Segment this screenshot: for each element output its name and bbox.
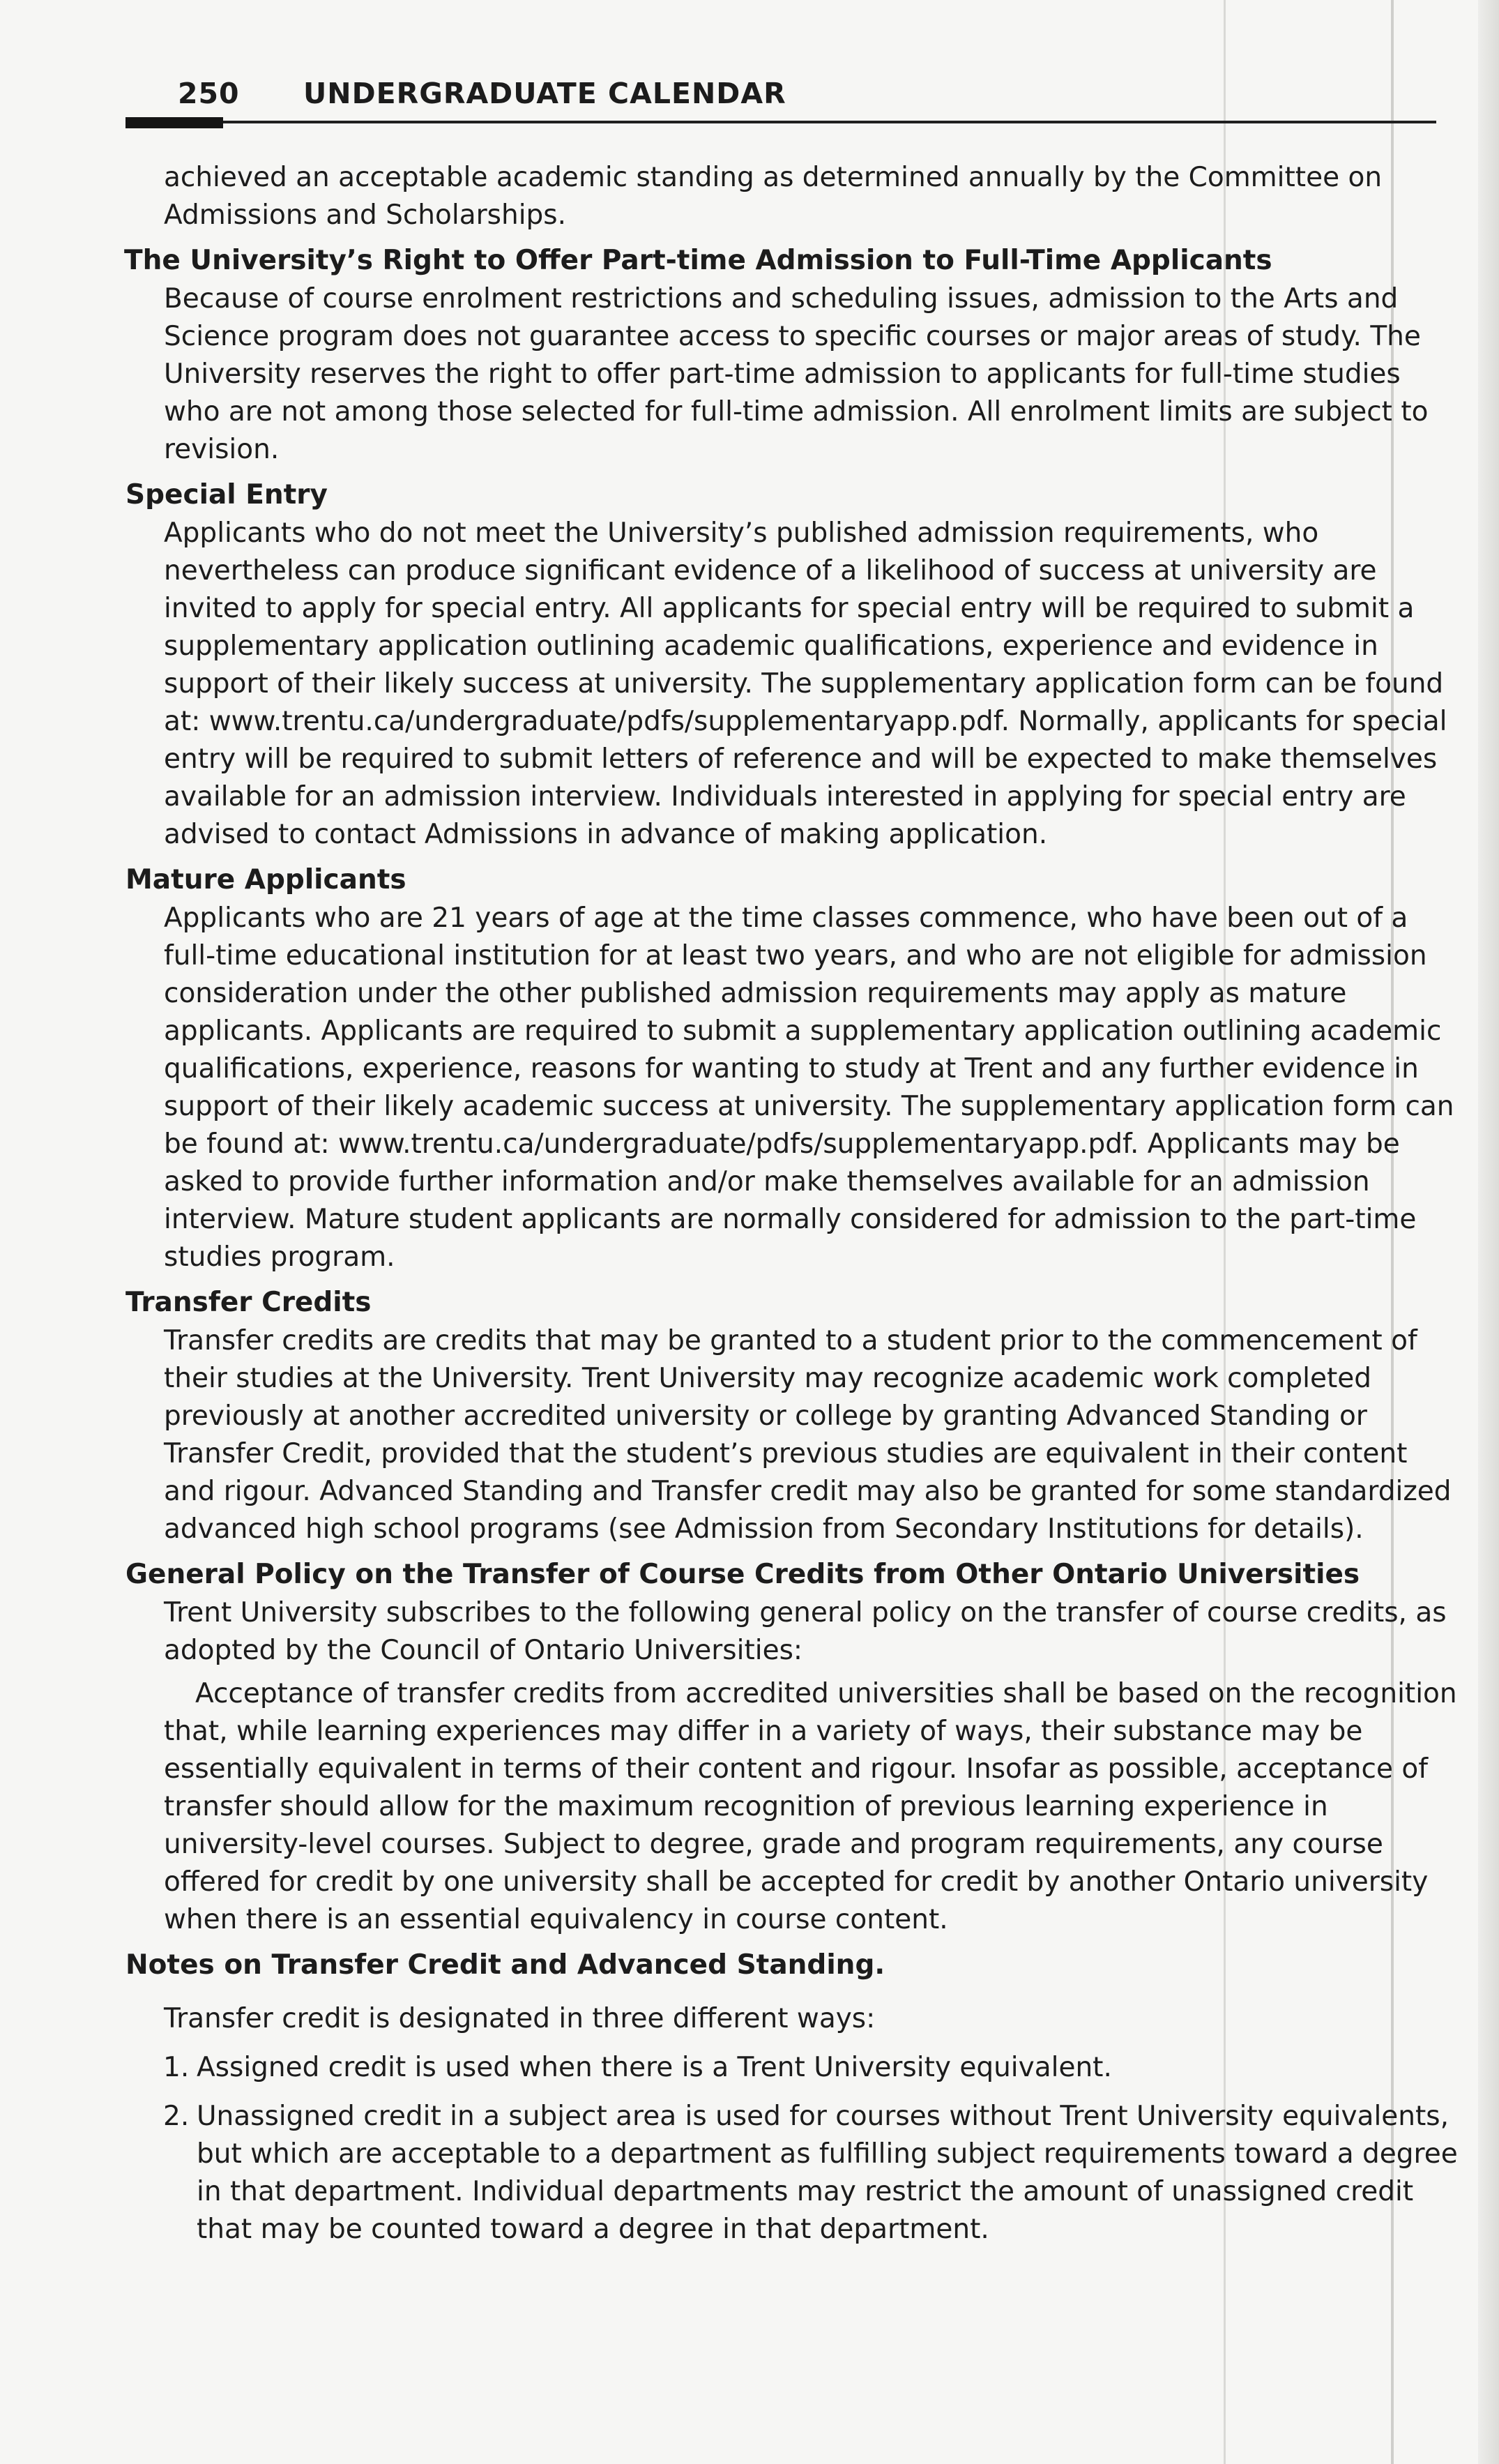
page-content — [125, 159, 1464, 2255]
section-special-entry — [125, 476, 1464, 854]
section-heading: Mature Applicants — [125, 864, 406, 895]
page-header — [125, 77, 1436, 126]
notes-list — [125, 2049, 1464, 2248]
intro-paragraph: achieved an acceptable academic standing as determined annually by the Committee on Admissions and Scholarships. — [164, 162, 1383, 231]
section-general-policy — [125, 1555, 1464, 1939]
section-paragraph: Transfer credits are credits that may be granted to a student prior to the commencement of their studies at the University. Trent University may recognize academic work completed previously at another accredited university or college by granting Advanced Standing or Transfer Credit, provided that the student’s previous studies are equivalent in their content and rigour. Advanced Standing and Transfer credit may also be granted for some standardized advanced high school programs (see Admission from Secondary Institutions for details). — [164, 1325, 1452, 1545]
list-number: 1. — [163, 2052, 190, 2083]
section-paragraph: Applicants who do not meet the University’s published admission requirements, who nevertheless can produce significant evidence of a likelihood of success at university are invited to apply for special entry. All applicants for special entry will be required to submit a supplementary application outlining academic qualifications, experience and evidence in support of their likely success at university. The supplementary application form can be found at: www.trentu.ca/undergraduate/pdfs/supplementaryapp.pdf. Normally, applicants for special entry will be required to submit letters of reference and will be expected to make themselves available for an admission interview. Individuals interested in applying for special entry are advised to contact Admissions in advance of making application. — [164, 517, 1447, 850]
section-notes — [125, 1946, 1464, 2248]
section-heading: The University’s Right to Offer Part-time Admission to Full-Time Applicants — [124, 245, 1272, 276]
list-text: Unassigned credit in a subject area is used for courses without Trent University equivalents, but which are acceptable to a department as fulfilling subject requirements toward a degree in that department. Individual departments may restrict the amount of unassigned credit that may be counted toward a degree in that department. — [197, 2101, 1458, 2245]
section-paragraph: Trent University subscribes to the following general policy on the transfer of course credits, as adopted by the Council of Ontario Universities: — [164, 1597, 1447, 1666]
list-item — [125, 2098, 1464, 2248]
section-transfer-credits — [125, 1283, 1464, 1548]
list-number: 2. — [163, 2101, 190, 2132]
section-paragraph: Applicants who are 21 years of age at the time classes commence, who have been out of a full-time educational institution for at least two years, and who are not eligible for admission consideration under the other published admission requirements may apply as mature applicants. Applicants are required to submit a supplementary application outlining academic qualifications, experience, reasons for wanting to study at Trent and any further evidence in support of their likely academic success at university. The supplementary application form can be found at: www.trentu.ca/undergraduate/pdfs/supplementaryapp.pdf. Applicants may be asked to provide further information and/or make themselves available for an admission interview. Mature student applicants are normally considered for admission to the part-time studies program. — [164, 902, 1454, 1273]
intro-block — [125, 159, 1464, 234]
section-mature-applicants — [125, 861, 1464, 1276]
scan-edge-shadow — [1478, 0, 1499, 2464]
section-heading: Special Entry — [125, 479, 328, 511]
header-rule-thick — [125, 117, 223, 128]
page-number: 250 — [178, 77, 240, 110]
section-heading: Transfer Credits — [125, 1287, 372, 1318]
notes-lead: Transfer credit is designated in three different ways: — [164, 2003, 876, 2034]
section-part-time-admission — [125, 241, 1464, 469]
section-heading: General Policy on the Transfer of Course Credits from Other Ontario Universities — [125, 1559, 1360, 1590]
section-paragraph: Acceptance of transfer credits from accredited universities shall be based on the recognition that, while learning experiences may differ in a variety of ways, their substance may be essentially equivalent in terms of their content and rigour. Insofar as possible, acceptance of transfer should allow for the maximum recognition of previous learning experience in university-level courses. Subject to degree, grade and program requirements, any course offered for credit by one university shall be accepted for credit by another Ontario university when there is an essential equivalency in course content. — [164, 1678, 1457, 1935]
list-text: Assigned credit is used when there is a Trent University equivalent. — [197, 2052, 1112, 2083]
section-paragraph: Because of course enrolment restrictions and scheduling issues, admission to the Arts and Science program does not guarantee access to specific courses or major areas of study. The University reserves the right to offer part-time admission to applicants for full-time studies who are not among those selected for full-time admission. All enrolment limits are subject to revision. — [164, 283, 1429, 465]
header-rule — [223, 121, 1436, 123]
running-title: UNDERGRADUATE CALENDAR — [303, 77, 786, 110]
list-item — [125, 2049, 1464, 2087]
section-heading: Notes on Transfer Credit and Advanced Standing. — [125, 1949, 885, 1981]
